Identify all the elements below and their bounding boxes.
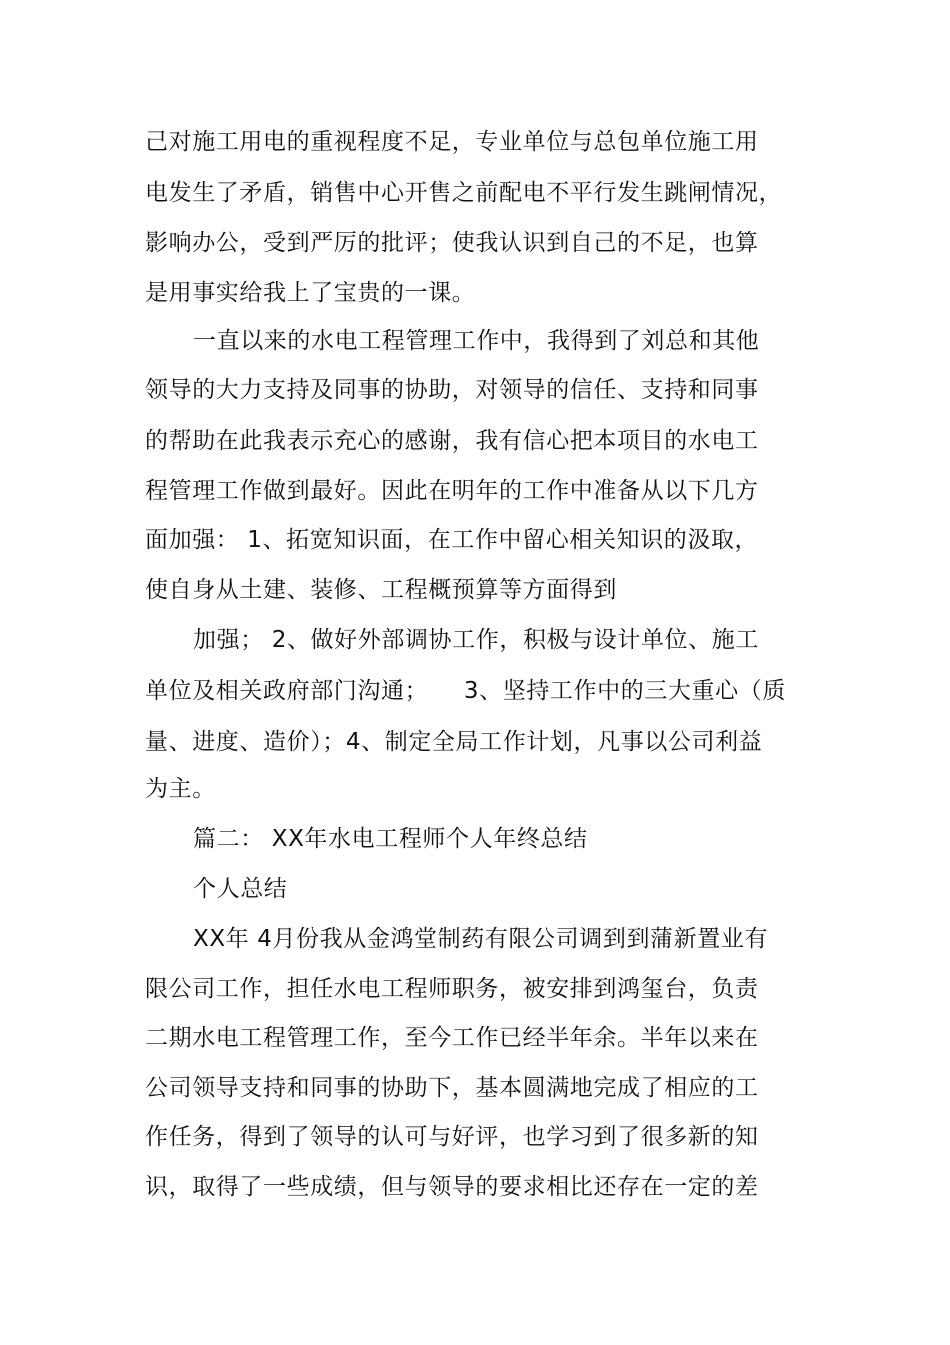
- text-line: 二期水电工程管理工作，至今工作已经半年余。半年以来在: [145, 1025, 759, 1051]
- text-line: 为主。: [145, 776, 216, 802]
- subsection-heading: 个人总结: [193, 876, 288, 902]
- text-line: 量、进度、造价）；4、制定全局工作计划，凡事以公司利益: [145, 729, 763, 755]
- text-line: 的帮助在此我表示充心的感谢，我有信心把本项目的水电工: [145, 428, 759, 454]
- text-line: 使自身从土建、装修、工程概预算等方面得到: [145, 577, 617, 603]
- text-line: 单位及相关政府部门沟通； 3、坚持工作中的三大重心（质: [145, 678, 786, 704]
- text-line: 识，取得了一些成绩，但与领导的要求相比还存在一定的差: [145, 1174, 759, 1200]
- text-line: 电发生了矛盾，销售中心开售之前配电不平行发生跳闸情况，: [145, 180, 783, 206]
- text-line: 公司领导支持和同事的协助下，基本圆满地完成了相应的工: [145, 1075, 759, 1101]
- text-line: 作任务，得到了领导的认可与好评，也学习到了很多新的知: [145, 1124, 759, 1150]
- text-line: XX年 4月份我从金鸿堂制药有限公司调到到蒲新置业有: [193, 926, 769, 952]
- section-heading: 篇二： XX年水电工程师个人年终总结: [193, 826, 588, 852]
- text-line: 己对施工用电的重视程度不足，专业单位与总包单位施工用: [145, 129, 759, 155]
- text-line: 面加强： 1、拓宽知识面，在工作中留心相关知识的汲取，: [145, 527, 759, 553]
- text-line: 是用事实给我上了宝贵的一课。: [145, 280, 476, 306]
- text-line: 影响办公，受到严厉的批评；使我认识到自己的不足，也算: [145, 230, 759, 256]
- text-line: 一直以来的水电工程管理工作中，我得到了刘总和其他: [193, 328, 760, 354]
- text-line: 限公司工作，担任水电工程师职务，被安排到鸿玺台，负责: [145, 976, 759, 1002]
- text-line: 领导的大力支持及同事的协助，对领导的信任、支持和同事: [145, 377, 759, 403]
- text-line: 程管理工作做到最好。因此在明年的工作中准备从以下几方: [145, 478, 759, 504]
- text-line: 加强； 2、做好外部调协工作，积极与设计单位、施工: [193, 627, 759, 653]
